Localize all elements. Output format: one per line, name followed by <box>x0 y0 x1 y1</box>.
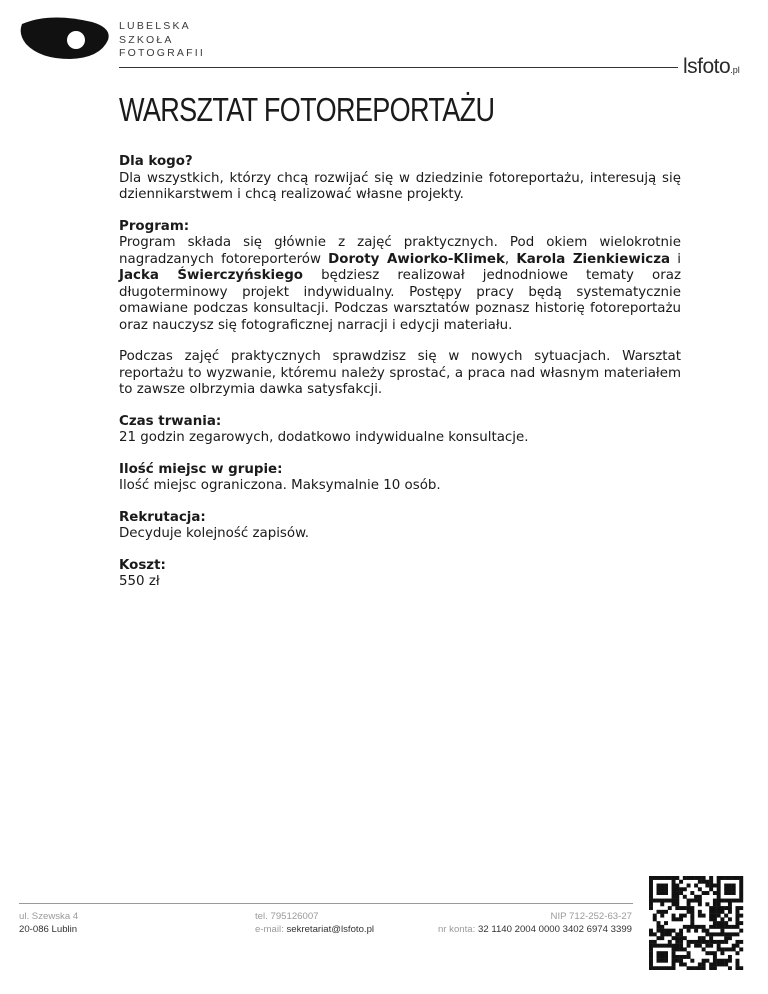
tel-value: 795126007 <box>270 911 319 922</box>
account-value: 32 1140 2004 0000 3402 6974 3399 <box>477 924 632 935</box>
brand-suffix: .pl <box>730 65 740 75</box>
section-koszt <box>119 558 681 591</box>
header-divider <box>119 67 678 68</box>
section-rekrutacja <box>119 510 681 543</box>
address-city: 20-086 Lublin <box>19 924 78 935</box>
logo-line-1: LUBELSKA <box>119 20 191 32</box>
nip-value: 712-252-63-27 <box>569 911 632 922</box>
section-program <box>119 219 681 335</box>
section-text: Ilość miejsc ograniczona. Maksymalnie 10 osób. <box>119 478 441 493</box>
section-miejsca <box>119 462 681 495</box>
account-label: nr konta: <box>437 924 476 935</box>
instructor-name: Jacka Świerczyńskiego <box>119 268 303 283</box>
program-text-2: będziesz realizował jednodniowe tematy oraz długoterminowy projekt indywidualny. Postępy pracy będą systematycznie omawiane podczas konsultacji. Podczas warsztatów poznasz historię fotoreportażu oraz nauczysz się fotograficznej narracji i edycji materiału. <box>119 268 681 333</box>
section-heading: Czas trwania: <box>119 413 222 429</box>
section-czas <box>119 414 681 447</box>
section-text: 550 zł <box>119 574 160 589</box>
section-heading: Koszt: <box>119 557 166 573</box>
address-street: ul. Szewska 4 <box>19 911 79 922</box>
email-label: e-mail: <box>255 924 284 935</box>
program-text-1: Program składa się głównie z zajęć praktycznych. Pod okiem wielokrotnie nagradzanych fotoreporterów <box>119 235 681 267</box>
instructor-name: Karola Zienkiewicza <box>516 251 671 267</box>
section-dla-kogo <box>119 154 681 204</box>
logo-line-3: FOTOGRAFII <box>119 47 205 59</box>
section-text: 21 godzin zegarowych, dodatkowo indywidualne konsultacje. <box>119 430 529 445</box>
footer-contact <box>255 910 374 936</box>
logo-line-2: SZKOŁA <box>119 33 174 46</box>
page-title: WARSZTAT FOTOREPORTAŻU <box>119 91 495 128</box>
brand-logo <box>683 55 740 79</box>
school-name <box>119 20 205 61</box>
section-heading: Ilość miejsc w grupie: <box>119 461 283 477</box>
school-logo <box>20 14 112 64</box>
section-text: Dla wszystkich, którzy chcą rozwijać się w dziedzinie fotoreportażu, interesują się dziennikarstwem i chcą realizować własne projekty. <box>119 170 681 202</box>
email-link[interactable]: sekretariat@lsfoto.pl <box>286 924 375 935</box>
section-text: Decyduje kolejność zapisów. <box>119 526 310 541</box>
tel-label: tel. <box>255 911 268 922</box>
brand-name: lsfoto <box>683 55 731 78</box>
footer-address <box>19 910 78 936</box>
main-content <box>119 154 681 606</box>
instructor-name: Doroty Awiorko-Klimek <box>328 251 505 267</box>
section-heading: Dla kogo? <box>119 154 193 169</box>
section-text <box>119 235 681 334</box>
nip-label: NIP <box>550 911 567 922</box>
separator: i <box>670 251 681 267</box>
footer-divider <box>19 903 633 904</box>
qr-code <box>645 876 747 970</box>
section-heading: Rekrutacja: <box>119 509 206 525</box>
section-paragraph: Podczas zajęć praktycznych sprawdzisz się w nowych sytuacjach. Warsztat reportażu to wyzwanie, któremu należy sprostać, a praca nad własnym materiałem to zawsze olbrzymia dawka satysfakcji. <box>119 349 681 397</box>
section-heading: Program: <box>119 218 190 234</box>
separator: , <box>504 251 517 267</box>
footer-bank <box>438 910 632 936</box>
